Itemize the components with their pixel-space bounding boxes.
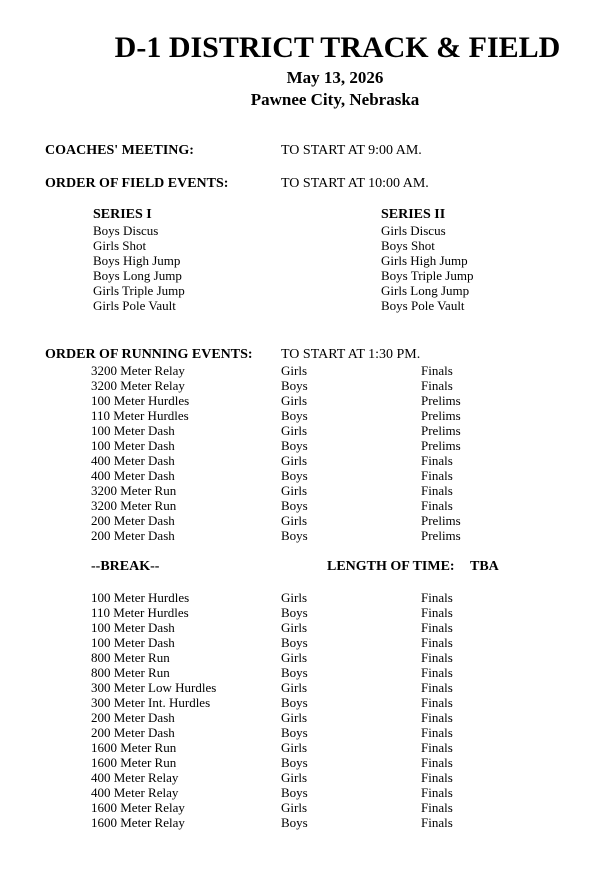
event-gender: Boys xyxy=(281,378,308,393)
event-name: 400 Meter Dash xyxy=(91,468,175,483)
event-date: May 13, 2026 xyxy=(286,68,384,87)
table-row xyxy=(0,650,610,665)
event-name: 100 Meter Hurdles xyxy=(91,590,190,605)
event-gender: Girls xyxy=(281,393,307,408)
event-gender: Girls xyxy=(281,680,307,695)
list-item: Boys Pole Vault xyxy=(381,298,465,313)
event-round: Finals xyxy=(421,498,453,513)
event-gender: Boys xyxy=(281,695,308,710)
event-name: 100 Meter Hurdles xyxy=(91,393,190,408)
table-row xyxy=(0,815,610,830)
event-round: Finals xyxy=(421,815,453,830)
event-gender: Boys xyxy=(281,665,308,680)
event-gender: Boys xyxy=(281,408,308,423)
event-location: Pawnee City, Nebraska xyxy=(250,90,420,109)
table-row xyxy=(0,800,610,815)
list-item: Boys Shot xyxy=(381,238,435,253)
series-1-heading: SERIES I xyxy=(93,207,152,222)
event-name: 3200 Meter Run xyxy=(91,483,177,498)
event-name: 1600 Meter Relay xyxy=(91,815,185,830)
event-gender: Girls xyxy=(281,483,307,498)
event-round: Prelims xyxy=(421,408,461,423)
event-name: 1600 Meter Relay xyxy=(91,800,185,815)
series-1-list xyxy=(93,223,185,313)
event-name: 100 Meter Dash xyxy=(91,620,175,635)
table-row xyxy=(0,378,610,393)
event-round: Finals xyxy=(421,605,453,620)
table-row xyxy=(0,725,610,740)
event-gender: Boys xyxy=(281,498,308,513)
event-round: Finals xyxy=(421,710,453,725)
event-name: 3200 Meter Relay xyxy=(91,363,185,378)
event-name: 3200 Meter Run xyxy=(91,498,177,513)
table-row xyxy=(0,528,610,543)
event-round: Finals xyxy=(421,770,453,785)
event-gender: Girls xyxy=(281,620,307,635)
table-row xyxy=(0,453,610,468)
table-row xyxy=(0,438,610,453)
event-name: 200 Meter Dash xyxy=(91,513,175,528)
event-name: 110 Meter Hurdles xyxy=(91,605,189,620)
event-gender: Boys xyxy=(281,785,308,800)
event-round: Prelims xyxy=(421,513,461,528)
event-name: 400 Meter Relay xyxy=(91,785,179,800)
event-round: Finals xyxy=(421,800,453,815)
event-round: Finals xyxy=(421,725,453,740)
event-round: Prelims xyxy=(421,423,461,438)
event-name: 100 Meter Dash xyxy=(91,423,175,438)
event-gender: Girls xyxy=(281,590,307,605)
event-name: 1600 Meter Run xyxy=(91,740,177,755)
event-name: 400 Meter Dash xyxy=(91,453,175,468)
series-2-heading: SERIES II xyxy=(381,207,446,222)
event-gender: Girls xyxy=(281,363,307,378)
table-row xyxy=(0,393,610,408)
event-name: 3200 Meter Relay xyxy=(91,378,185,393)
table-row xyxy=(0,620,610,635)
coaches-meeting-label: COACHES' MEETING: xyxy=(45,143,194,158)
break-length-value: TBA xyxy=(470,559,499,574)
event-round: Finals xyxy=(421,590,453,605)
table-row xyxy=(0,680,610,695)
list-item: Girls Discus xyxy=(381,223,446,238)
table-row xyxy=(0,740,610,755)
table-row xyxy=(0,755,610,770)
break-length-label: LENGTH OF TIME: xyxy=(327,559,455,574)
event-gender: Girls xyxy=(281,710,307,725)
event-round: Finals xyxy=(421,740,453,755)
event-gender: Boys xyxy=(281,468,308,483)
event-round: Finals xyxy=(421,695,453,710)
field-events-time: TO START AT 10:00 AM. xyxy=(281,176,429,191)
table-row xyxy=(0,363,610,378)
table-row xyxy=(0,468,610,483)
event-round: Finals xyxy=(421,483,453,498)
event-name: 110 Meter Hurdles xyxy=(91,408,189,423)
table-row xyxy=(0,513,610,528)
table-row xyxy=(0,635,610,650)
event-name: 1600 Meter Run xyxy=(91,755,177,770)
list-item: Boys Long Jump xyxy=(93,268,182,283)
series-2-list xyxy=(381,223,473,313)
event-round: Finals xyxy=(421,363,453,378)
table-row xyxy=(0,590,610,605)
event-gender: Boys xyxy=(281,528,308,543)
list-item: Girls Triple Jump xyxy=(93,283,185,298)
list-item: Boys High Jump xyxy=(93,253,181,268)
running-events-label: ORDER OF RUNNING EVENTS: xyxy=(45,347,253,362)
page-title: D-1 DISTRICT TRACK & FIELD xyxy=(114,31,561,64)
list-item: Girls Shot xyxy=(93,238,147,253)
list-item: Boys Discus xyxy=(93,223,159,238)
event-round: Finals xyxy=(421,755,453,770)
list-item: Girls High Jump xyxy=(381,253,468,268)
event-name: 200 Meter Dash xyxy=(91,725,175,740)
event-name: 800 Meter Run xyxy=(91,650,170,665)
table-row xyxy=(0,665,610,680)
event-gender: Girls xyxy=(281,800,307,815)
field-events-label: ORDER OF FIELD EVENTS: xyxy=(45,176,229,191)
list-item: Boys Triple Jump xyxy=(381,268,474,283)
event-name: 200 Meter Dash xyxy=(91,528,175,543)
event-round: Finals xyxy=(421,635,453,650)
event-gender: Boys xyxy=(281,438,308,453)
event-name: 100 Meter Dash xyxy=(91,438,175,453)
table-row xyxy=(0,785,610,800)
event-gender: Girls xyxy=(281,650,307,665)
event-round: Finals xyxy=(421,620,453,635)
event-gender: Girls xyxy=(281,513,307,528)
event-round: Finals xyxy=(421,665,453,680)
event-round: Finals xyxy=(421,468,453,483)
running-events-time: TO START AT 1:30 PM. xyxy=(281,347,421,362)
event-name: 800 Meter Run xyxy=(91,665,170,680)
event-round: Finals xyxy=(421,453,453,468)
table-row xyxy=(0,423,610,438)
list-item: Girls Long Jump xyxy=(381,283,470,298)
event-round: Finals xyxy=(421,650,453,665)
event-gender: Boys xyxy=(281,755,308,770)
event-gender: Boys xyxy=(281,725,308,740)
break-label: --BREAK-- xyxy=(91,559,160,574)
event-gender: Girls xyxy=(281,423,307,438)
list-item: Girls Pole Vault xyxy=(93,298,176,313)
event-gender: Boys xyxy=(281,635,308,650)
event-round: Finals xyxy=(421,785,453,800)
event-round: Prelims xyxy=(421,438,461,453)
coaches-meeting-time: TO START AT 9:00 AM. xyxy=(281,143,422,158)
table-row xyxy=(0,498,610,513)
table-row xyxy=(0,408,610,423)
event-round: Prelims xyxy=(421,393,461,408)
table-row xyxy=(0,770,610,785)
table-row xyxy=(0,695,610,710)
event-round: Finals xyxy=(421,680,453,695)
event-gender: Boys xyxy=(281,605,308,620)
event-name: 300 Meter Low Hurdles xyxy=(91,680,217,695)
event-name: 300 Meter Int. Hurdles xyxy=(91,695,211,710)
event-round: Finals xyxy=(421,378,453,393)
table-row xyxy=(0,710,610,725)
table-row xyxy=(0,605,610,620)
table-row xyxy=(0,483,610,498)
event-gender: Girls xyxy=(281,740,307,755)
event-round: Prelims xyxy=(421,528,461,543)
event-gender: Girls xyxy=(281,770,307,785)
event-gender: Girls xyxy=(281,453,307,468)
event-gender: Boys xyxy=(281,815,308,830)
event-name: 100 Meter Dash xyxy=(91,635,175,650)
event-name: 200 Meter Dash xyxy=(91,710,175,725)
event-name: 400 Meter Relay xyxy=(91,770,179,785)
